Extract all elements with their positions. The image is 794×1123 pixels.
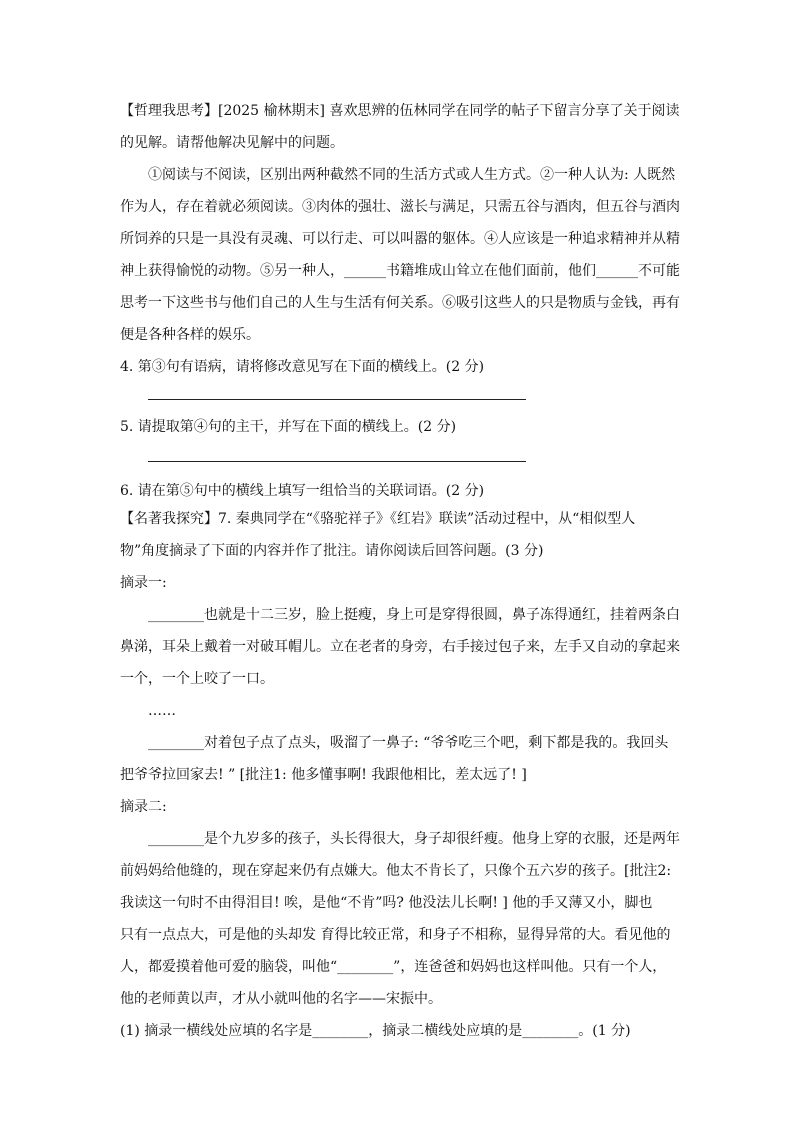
text-line: ________对着包子点了点头，吸溜了一鼻子: “爷爷吃三个吧，剩下都是我的。我回头 bbox=[148, 735, 669, 751]
text-line: 便是各种各样的娱乐。 bbox=[120, 327, 260, 343]
text-line: 人，都爱摸着他可爱的脑袋，叫他“________”，连爸爸和妈妈也这样叫他。只有一个人， bbox=[120, 959, 667, 975]
text-line: 作为人，存在着就必须阅读。③肉体的强壮、滋长与满足，只需五谷与酒肉，但五谷与酒肉 bbox=[120, 199, 680, 215]
question-4: 4. 第③句有语病，请将修改意见写在下面的横线上。(2 分) bbox=[120, 359, 485, 375]
section-heading-philosophy: 【哲理我思考】[2025 榆林期末] 喜欢思辨的伍林同学在同学的帖子下留言分享了关于阅读 bbox=[120, 103, 680, 119]
answer-line-4[interactable] bbox=[148, 399, 526, 400]
text-line: ________也就是十二三岁，脸上挺瘦，身上可是穿得很圆，鼻子冻得通红，挂着两条白 bbox=[148, 607, 680, 623]
text-line: ________是个九岁多的孩子，头长得很大，身子却很纤瘦。他身上穿的衣服，还是两年 bbox=[148, 831, 680, 847]
text-line: 物”角度摘录了下面的内容并作了批注。请你阅读后回答问题。(3 分) bbox=[120, 543, 544, 559]
excerpt-two-label: 摘录二: bbox=[120, 799, 167, 815]
text-line: ①阅读与不阅读，区别出两种截然不同的生活方式或人生方式。②一种人认为: 人既然 bbox=[148, 167, 676, 183]
question-7-1: (1) 摘录一横线处应填的名字是________，摘录二横线处应填的是________。(1 分) bbox=[120, 1023, 631, 1039]
text-line: 把爷爷拉回家去! ” [批注1: 他多懂事啊! 我跟他相比，差太远了! ] bbox=[120, 767, 527, 783]
ellipsis-line: …… bbox=[148, 703, 176, 719]
text-line: 所饲养的只是一具没有灵魂、可以行走、可以叫嚣的躯体。④人应该是一种追求精神并从精 bbox=[120, 231, 680, 247]
text-line: 我读这一句时不由得泪目! 唉，是他“不肯”吗? 他没法儿长啊! ] 他的手又薄又小，脚也 bbox=[120, 895, 653, 911]
text-line: 思考一下这些书与他们自己的人生与生活有何关系。⑥吸引这些人的只是物质与金钱，再有 bbox=[120, 295, 680, 311]
text-line: 鼻涕，耳朵上戴着一对破耳帽儿。立在老者的身旁，右手接过包子来，左手又自动的拿起来 bbox=[120, 639, 680, 655]
section-heading-classics: 【名著我探究】7. 秦典同学在“《骆驼祥子》《红岩》联读”活动过程中，从“相似型人 bbox=[120, 511, 636, 527]
text-line: 一个，一个上咬了一口。 bbox=[120, 671, 274, 687]
text-line: 神上获得愉悦的动物。⑤另一种人，______书籍堆成山耸立在他们面前，他们______不可能 bbox=[120, 263, 680, 279]
text-line: 的见解。请帮他解决见解中的问题。 bbox=[120, 135, 344, 151]
question-6: 6. 请在第⑤句中的横线上填写一组恰当的关联词语。(2 分) bbox=[120, 483, 485, 499]
text-line: 只有一点点大，可是他的头却发 育得比较正常，和身子不相称，显得异常的大。看见他的 bbox=[120, 927, 671, 943]
excerpt-one-label: 摘录一: bbox=[120, 575, 167, 591]
question-5: 5. 请提取第④句的主干，并写在下面的横线上。(2 分) bbox=[120, 419, 457, 435]
answer-line-5[interactable] bbox=[148, 461, 526, 462]
text-line: 他的老师黄以声，才从小就叫他的名字——宋振中。 bbox=[120, 991, 442, 1007]
text-line: 前妈妈给他缝的，现在穿起来仍有点嫌大。他太不肯长了，只像个五六岁的孩子。[批注2: bbox=[120, 863, 672, 879]
